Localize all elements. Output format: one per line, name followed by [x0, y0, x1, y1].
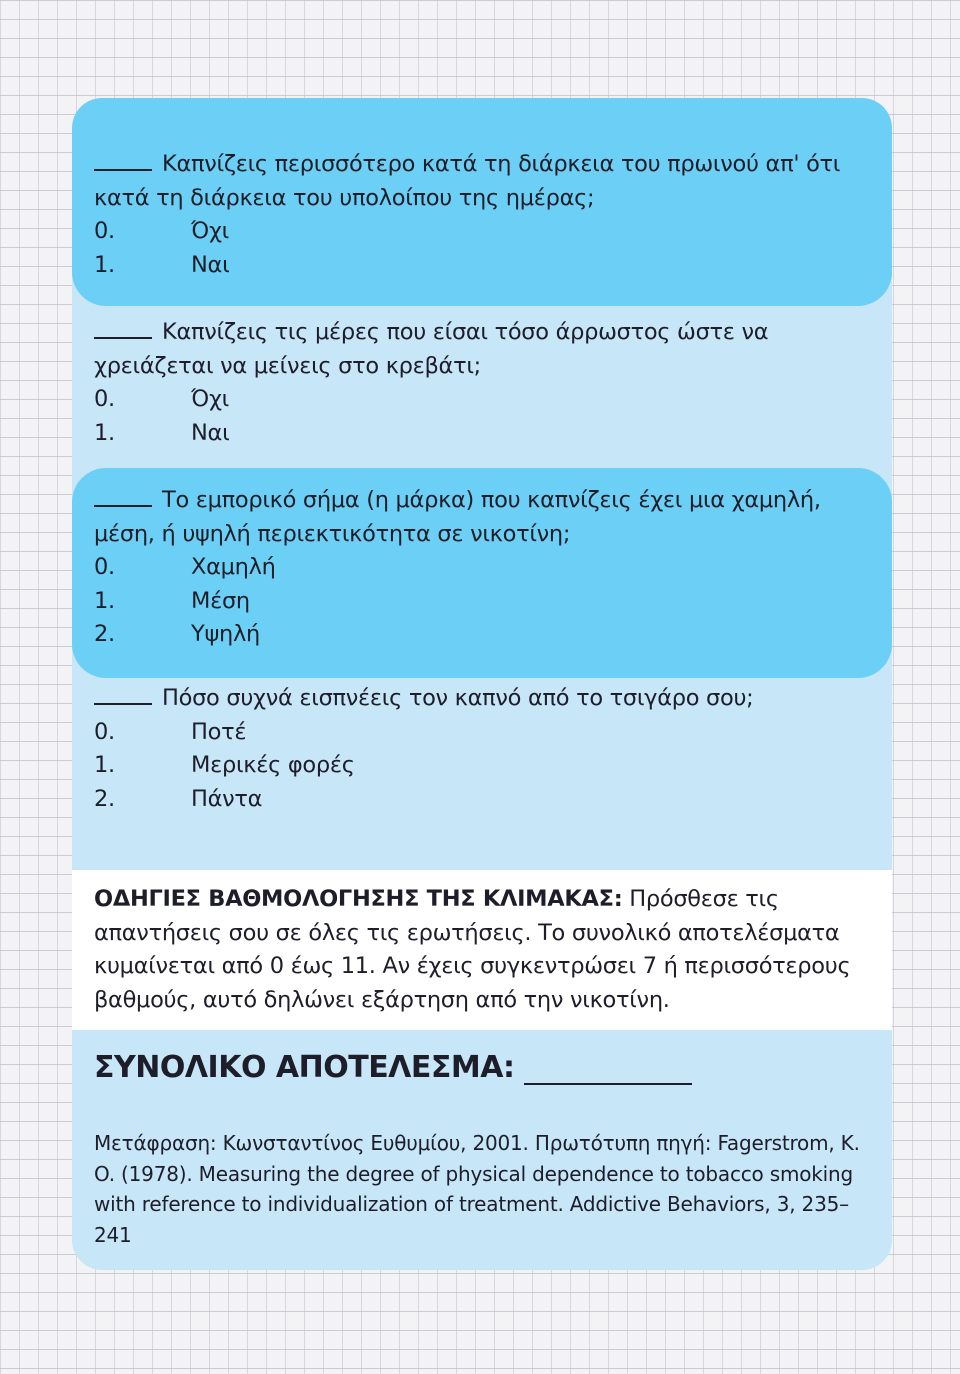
- question-4: [94, 682, 884, 816]
- instructions-heading: ΟΔΗΓΙΕΣ ΒΑΘΜΟΛΟΓΗΣΗΣ ΤΗΣ ΚΛΙΜΑΚΑΣ:: [94, 886, 623, 912]
- option: [94, 551, 884, 585]
- total-score: [94, 1050, 692, 1085]
- answer-blank[interactable]: [94, 151, 152, 171]
- answer-blank[interactable]: [94, 319, 152, 339]
- option-label: Ναι: [191, 419, 230, 446]
- question-2: [94, 316, 884, 450]
- answer-blank[interactable]: [94, 487, 152, 507]
- option-label: Μερικές φορές: [191, 752, 355, 778]
- option-number: 0.: [94, 718, 115, 745]
- option-label: Μέση: [191, 587, 250, 614]
- scoring-instructions: [94, 883, 884, 1017]
- question-1: [94, 148, 884, 282]
- instructions-text: Πρόσθεσε τις απαντήσεις σου σε όλες τις ερωτήσεις. Το συνολικό αποτελέσματα κυμαίνεται από 0 έως 11. Αν έχεις συγκεντρώσει 7 ή περισσότερους βαθμούς, αυτό δηλώνει εξάρτηση από την νικοτίνη.: [94, 886, 851, 1013]
- option: [94, 783, 884, 817]
- option-label: Πάντα: [191, 785, 263, 812]
- option: [94, 215, 884, 249]
- option-number: 0.: [94, 554, 115, 580]
- option-number: 0.: [94, 218, 115, 244]
- option: [94, 585, 884, 619]
- questionnaire-card: [72, 98, 892, 1270]
- question-text: Καπνίζεις τις μέρες που είσαι τόσο άρρωστος ώστε να χρειάζεται να μείνεις στο κρεβάτι;: [94, 319, 769, 379]
- option-number: 2.: [94, 785, 115, 812]
- question-text: Πόσο συχνά εισπνέεις τον καπνό από το τσιγάρο σου;: [162, 685, 754, 711]
- option: [94, 249, 884, 283]
- option-number: 0.: [94, 386, 115, 412]
- option-label: Ποτέ: [191, 718, 247, 745]
- option-label: Όχι: [191, 218, 229, 244]
- option-number: 2.: [94, 621, 115, 647]
- option-label: Χαμηλή: [191, 554, 276, 580]
- option: [94, 383, 884, 417]
- option-label: Ναι: [191, 251, 230, 278]
- question-3: [94, 484, 884, 652]
- option: [94, 618, 884, 652]
- option-label: Υψηλή: [191, 621, 260, 647]
- question-text: Το εμπορικό σήμα (η μάρκα) που καπνίζεις έχει μια χαμηλή, μέση, ή υψηλή περιεκτικότητα σε νικοτίνη;: [94, 487, 821, 547]
- reference-citation: Μετάφραση: Κωνσταντίνος Ευθυμίου, 2001. Πρωτότυπη πηγή: Fagerstrom, K. O. (1978). Measuring the degree of physical dependence to tobacco smoking with reference to individualization of treatment. Addictive Behaviors, 3, 235–241: [94, 1131, 860, 1247]
- total-score-blank[interactable]: [524, 1057, 692, 1085]
- option-number: 1.: [94, 752, 115, 778]
- option: [94, 716, 884, 750]
- option: [94, 749, 884, 783]
- question-text: Καπνίζεις περισσότερο κατά τη διάρκεια του πρωινού απ' ότι κατά τη διάρκεια του υπολοίπου της ημέρας;: [94, 151, 841, 211]
- total-score-label: ΣΥΝΟΛΙΚΟ ΑΠΟΤΕΛΕΣΜΑ:: [94, 1050, 515, 1085]
- option-number: 1.: [94, 587, 115, 614]
- option: [94, 417, 884, 451]
- option-number: 1.: [94, 419, 115, 446]
- option-number: 1.: [94, 251, 115, 278]
- option-label: Όχι: [191, 386, 229, 412]
- answer-blank[interactable]: [94, 685, 152, 705]
